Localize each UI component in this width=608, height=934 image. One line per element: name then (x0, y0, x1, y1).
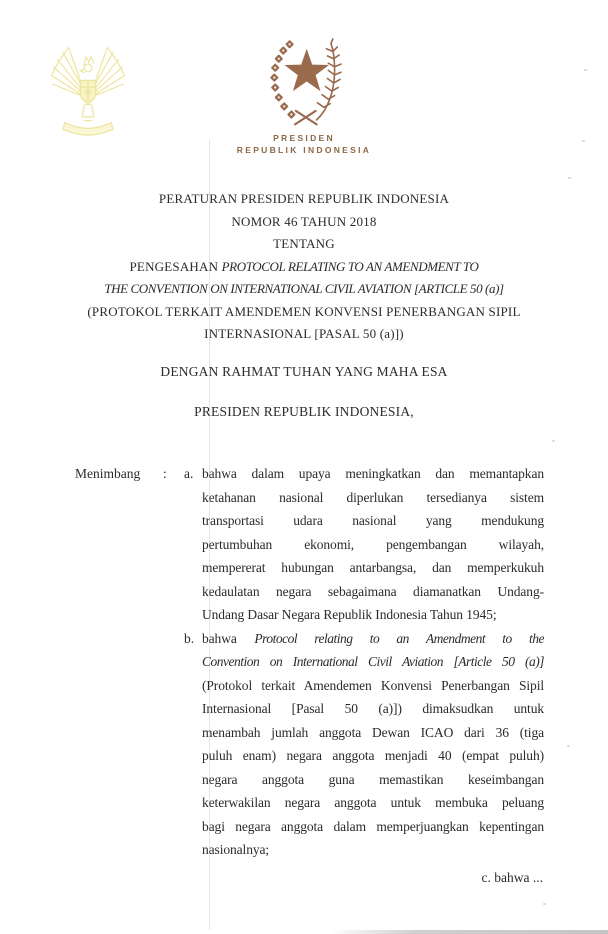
title-line-5: THE CONVENTION ON INTERNATIONAL CIVIL AVIATION [ARTICLE 50 (a)] (104, 281, 504, 296)
body-line: Undang Dasar Negara Republik Indonesia Tahun 1945; (202, 607, 497, 622)
scan-edge-smudge (330, 930, 608, 934)
body-line: (Protokol terkait Amendemen Konvensi Penerbangan Sipil (202, 677, 544, 693)
scan-fold-line (209, 140, 210, 930)
body-line: bahwa dalam upaya meningkatkan dan memantapkan (202, 466, 544, 481)
scan-speck (552, 440, 555, 442)
scan-speck (543, 903, 546, 905)
title-line-1: PERATURAN PRESIDEN REPUBLIK INDONESIA (158, 191, 450, 206)
body-line: puluh enam) negara anggota menjadi 40 (empat puluh) (202, 748, 544, 763)
item-letter-b: b. (184, 630, 195, 646)
considering-colon: : (163, 466, 167, 481)
body-line: ketahanan nasional diperlukan tersedianya sistem (202, 489, 544, 505)
scan-speck (582, 140, 585, 142)
body-line: transportasi udara nasional yang mendukung (202, 513, 544, 528)
body-line: pertumbuhan ekonomi, pengembangan wilayah, (202, 536, 544, 552)
body-line: Internasional [Pasal 50 (a)]) dimaksudkan untuk (202, 701, 544, 716)
body-line: mempererat hubungan antarbangsa, dan memperkukuh (202, 560, 544, 575)
item-letter-a: a. (184, 466, 194, 481)
letterhead-presiden: PRESIDEN (273, 133, 335, 143)
body-line: menambah jumlah anggota Dewan ICAO dari 36 (tiga (202, 724, 544, 740)
body-line: bagi negara anggota dalam memperjuangkan kepentingan (202, 818, 544, 834)
regulation-title-block (0, 188, 608, 346)
title-line-4: PENGESAHAN PROTOCOL RELATING TO AN AMENDMENT TO (129, 258, 479, 274)
considering-item-a (184, 462, 544, 627)
presidential-star-wreath-emblem-icon (259, 36, 349, 130)
invocation-line: DENGAN RAHMAT TUHAN YANG MAHA ESA (160, 364, 448, 379)
considering-items (184, 462, 544, 862)
body-line: kedaulatan negara sebagaimana diamanatkan Undang- (202, 583, 544, 599)
letterhead-republik-indonesia: REPUBLIK INDONESIA (236, 145, 372, 155)
considering-item-b (184, 627, 544, 862)
considering-label: Menimbang (75, 466, 141, 481)
title-line-6: (PROTOKOL TERKAIT AMENDEMEN KONVENSI PENERBANGAN SIPIL (87, 303, 521, 319)
body-line: negara anggota guna memastikan keseimbangan (202, 771, 544, 787)
title-line-2: NOMOR 46 TAHUN 2018 (231, 213, 377, 229)
title-line-7: INTERNASIONAL [PASAL 50 (a)]) (204, 326, 404, 341)
letterhead (0, 0, 608, 156)
title-line-3: TENTANG (273, 236, 335, 251)
catchword: c. bahwa ... (481, 870, 543, 885)
considering-block (75, 462, 544, 862)
body-line: keterwakilan negara anggota untuk membuka peluang (202, 795, 544, 810)
scan-speck (568, 177, 571, 179)
salutation-line: PRESIDEN REPUBLIK INDONESIA, (194, 404, 414, 419)
scan-speck (584, 69, 587, 71)
body-line: nasionalnya; (202, 842, 270, 857)
scan-speck (567, 745, 570, 747)
body-line: Convention on International Civil Aviation [Article 50 (a)] (202, 654, 544, 669)
body-line: bahwa Protocol relating to an Amendment to the (202, 630, 544, 646)
